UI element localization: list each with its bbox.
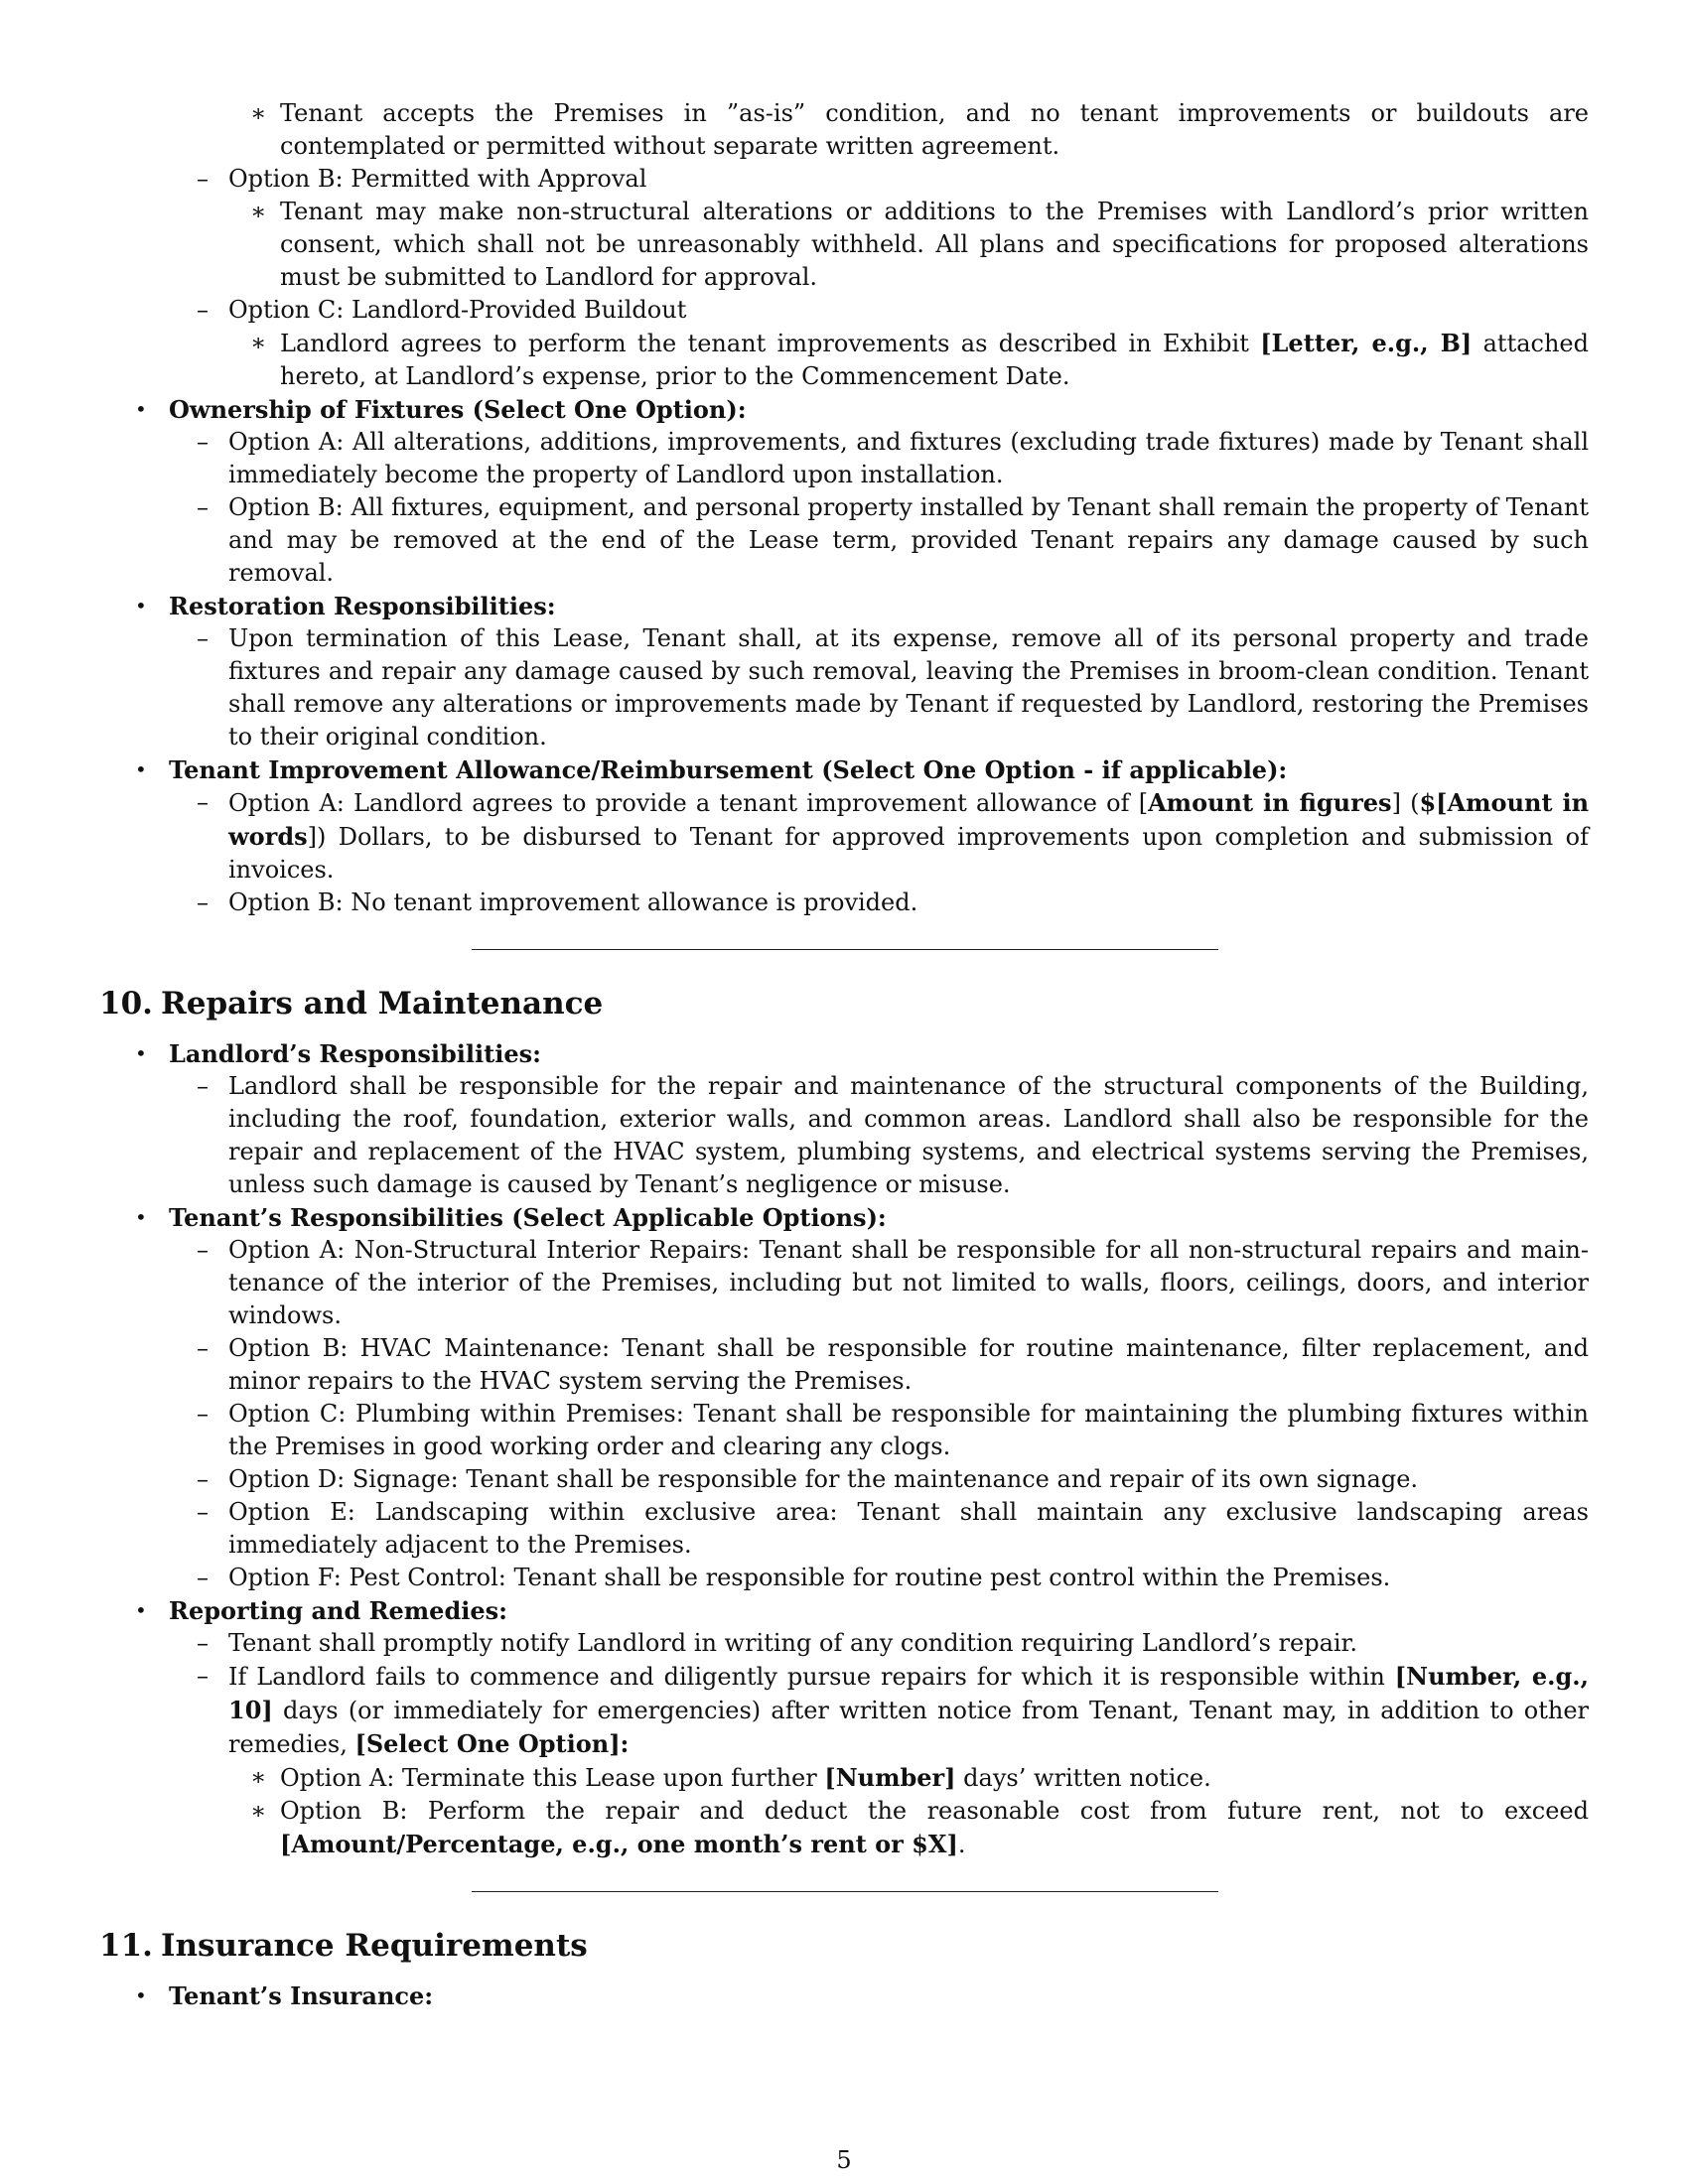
option-title: Option C: Landlord-Provided Buildout xyxy=(228,296,687,324)
item-text xyxy=(228,786,1589,887)
star-marker: ∗ xyxy=(250,198,267,225)
section-title: Insurance Requirements xyxy=(161,1928,588,1964)
placeholder-field: [Letter, e.g., B] xyxy=(1260,329,1473,357)
star-marker: ∗ xyxy=(250,329,267,356)
list-item xyxy=(99,1979,1589,2012)
text-run: . xyxy=(957,1831,966,1858)
bullet-marker: • xyxy=(135,1983,147,2007)
placeholder-field: [Number, e.g., 10] xyxy=(228,1662,1589,1724)
item-text xyxy=(280,1795,1589,1861)
list-item xyxy=(99,1761,1589,1795)
text-run: Landlord agrees to perform the tenant improvements as described in Exhibit xyxy=(280,330,1249,357)
list-item xyxy=(99,1594,1589,1627)
list-item xyxy=(99,1496,1589,1562)
item-text xyxy=(228,1660,1589,1761)
star-marker: ∗ xyxy=(250,99,267,127)
item-text xyxy=(280,327,1589,393)
text-run: Option B: Perform the repair and deduct the reasonable cost from future rent, not to exceed xyxy=(280,1797,1589,1825)
bullet-marker: • xyxy=(135,1598,147,1622)
list-item xyxy=(99,786,1589,887)
star-marker: ∗ xyxy=(250,1763,267,1791)
text-run: Option A: Terminate this Lease upon further xyxy=(280,1764,817,1792)
list-item xyxy=(99,590,1589,622)
list-item xyxy=(99,327,1589,393)
list-item xyxy=(99,426,1589,491)
bullet-marker: • xyxy=(135,757,147,781)
list-item xyxy=(99,163,1589,196)
dash-marker: – xyxy=(197,296,209,324)
item-text xyxy=(280,1761,1589,1795)
item-text: Upon termination of this Lease, Tenant shall, at its expense, remove all of its personal property and trade fixtures and repair any damage caused by such removal, leaving the Premises in broom-clean condition. Tenant shall remove any alterations or improvements made by Tenant if requested by Landlord, restoring the Premises to their original condition. xyxy=(228,624,1589,751)
list-item xyxy=(99,1660,1589,1761)
placeholder-field: [Number] xyxy=(824,1763,956,1792)
section-number: 10. xyxy=(99,986,153,1022)
item-text: Option B: No tenant improvement allowance is provided. xyxy=(228,888,918,916)
list-item xyxy=(99,196,1589,294)
dash-marker: – xyxy=(197,624,209,652)
section-divider xyxy=(472,949,1218,950)
text-run: attached hereto, at Landlord’s expense, prior to the Commencement Date. xyxy=(280,330,1589,390)
text-run: Option A: Landlord agrees to provide a tenant improvement allowance of [ xyxy=(228,789,1149,817)
section-heading-10 xyxy=(99,984,1589,1024)
dash-marker: – xyxy=(197,1564,209,1591)
list-item xyxy=(99,1201,1589,1234)
dash-marker: – xyxy=(197,788,209,816)
dash-marker: – xyxy=(197,428,209,456)
text-run: ] ( xyxy=(1391,789,1420,817)
list-item xyxy=(99,1037,1589,1070)
dash-marker: – xyxy=(197,1498,209,1526)
bullet-marker: • xyxy=(135,594,147,617)
dash-marker: – xyxy=(197,493,209,521)
section-divider xyxy=(472,1891,1218,1892)
list-item xyxy=(99,491,1589,590)
item-text: Tenant accepts the Premises in ”as-is” condition, and no tenant improvements or buildouts are contemplated or permitted without separate written agreement. xyxy=(280,99,1589,160)
list-item xyxy=(99,1332,1589,1398)
list-item xyxy=(99,1627,1589,1660)
placeholder-field: [Select One Option]: xyxy=(354,1729,630,1758)
list-heading: Ownership of Fixtures (Select One Option): xyxy=(169,395,747,424)
text-run: ]) Dollars, to be disbursed to Tenant for approved improvements upon completion and submission of invoices. xyxy=(228,823,1589,884)
list-item xyxy=(99,1562,1589,1594)
list-item xyxy=(99,1070,1589,1201)
dash-marker: – xyxy=(197,1334,209,1362)
section-heading-11 xyxy=(99,1926,1589,1966)
dash-marker: – xyxy=(197,1236,209,1264)
item-text: Option E: Landscaping within exclusive area: Tenant shall maintain any exclusive landscaping areas immediately adjacent to the Premises. xyxy=(228,1498,1589,1559)
list-item xyxy=(99,1234,1589,1332)
page-number: 5 xyxy=(836,2146,852,2174)
placeholder-field: $[Amount in words xyxy=(228,788,1590,851)
dash-marker: – xyxy=(197,888,209,916)
list-heading: Landlord’s Responsibilities: xyxy=(169,1039,541,1068)
item-text: Option C: Plumbing within Premises: Tenant shall be responsible for maintaining the plumbing fixtures within the Premises in good working order and clearing any clogs. xyxy=(228,1400,1589,1460)
item-text: Option B: All fixtures, equipment, and personal property installed by Tenant shall remain the property of Tenant and may be removed at the end of the Lease term, provided Tenant repairs any damage caused by such removal. xyxy=(228,493,1589,587)
list-heading: Tenant Improvement Allowance/Reimbursement (Select One Option - if applicable): xyxy=(169,755,1288,784)
item-text: Option D: Signage: Tenant shall be responsible for the maintenance and repair of its own signage. xyxy=(228,1465,1419,1493)
item-text: Option A: All alterations, additions, improvements, and fixtures (excluding trade fixtures) made by Tenant shall immediately become the property of Landlord upon installation. xyxy=(228,428,1589,488)
list-heading: Tenant’s Responsibilities (Select Applicable Options): xyxy=(169,1203,887,1232)
page-content xyxy=(99,97,1589,2012)
dash-marker: – xyxy=(197,1662,209,1690)
placeholder-field: Amount in figures xyxy=(1148,788,1392,817)
list-item xyxy=(99,294,1589,327)
list-heading: Tenant’s Insurance: xyxy=(169,1981,434,2010)
list-item xyxy=(99,393,1589,426)
item-text: Option F: Pest Control: Tenant shall be responsible for routine pest control within the Premises. xyxy=(228,1564,1391,1591)
item-text: Tenant shall promptly notify Landlord in writing of any condition requiring Landlord’s repair. xyxy=(228,1629,1358,1657)
bullet-marker: • xyxy=(135,397,147,421)
star-marker: ∗ xyxy=(250,1797,267,1825)
dash-marker: – xyxy=(197,1072,209,1100)
dash-marker: – xyxy=(197,1629,209,1657)
text-run: If Landlord fails to commence and diligently pursue repairs for which it is responsible within xyxy=(228,1663,1385,1691)
text-run: days (or immediately for emergencies) after written notice from Tenant, Tenant may, in addition to other remedies, xyxy=(228,1697,1589,1758)
list-heading: Restoration Responsibilities: xyxy=(169,592,556,620)
dash-marker: – xyxy=(197,165,209,193)
list-item xyxy=(99,1398,1589,1463)
list-item xyxy=(99,887,1589,919)
item-text: Tenant may make non-structural alterations or additions to the Premises with Landlord’s prior written consent, which shall not be unreasonably withheld. All plans and specifications for proposed alterations must be submitted to Landlord for approval. xyxy=(280,198,1589,291)
list-heading: Reporting and Remedies: xyxy=(169,1596,507,1625)
section-number: 11. xyxy=(99,1928,153,1964)
list-item xyxy=(99,753,1589,786)
bullet-marker: • xyxy=(135,1041,147,1065)
text-run: days’ written notice. xyxy=(963,1764,1211,1792)
list-item xyxy=(99,97,1589,163)
dash-marker: – xyxy=(197,1465,209,1493)
list-item xyxy=(99,1795,1589,1861)
dash-marker: – xyxy=(197,1400,209,1428)
list-item xyxy=(99,622,1589,753)
item-text: Landlord shall be responsible for the repair and maintenance of the structural components of the Building, including the roof, foundation, exterior walls, and common areas. Landlord shall also be responsible for the repair and replacement of the HVAC system, plumbing systems, and electrical systems serving the Premises, unless such damage is caused by Tenant’s negligence or misuse. xyxy=(228,1072,1589,1198)
item-text: Option A: Non-Structural Interior Repairs: Tenant shall be responsible for all non-structural repairs and maintenance of the interior of the Premises, including but not limited to walls, floors, ceilings, doors, and interior windows. xyxy=(228,1236,1589,1329)
placeholder-field: [Amount/Percentage, e.g., one month’s rent or $X] xyxy=(280,1830,958,1858)
list-item xyxy=(99,1463,1589,1496)
section-title: Repairs and Maintenance xyxy=(161,986,604,1022)
option-title: Option B: Permitted with Approval xyxy=(228,165,647,193)
item-text: Option B: HVAC Maintenance: Tenant shall be responsible for routine maintenance, filter replacement, and minor repairs to the HVAC system serving the Premises. xyxy=(228,1334,1589,1395)
bullet-marker: • xyxy=(135,1205,147,1229)
